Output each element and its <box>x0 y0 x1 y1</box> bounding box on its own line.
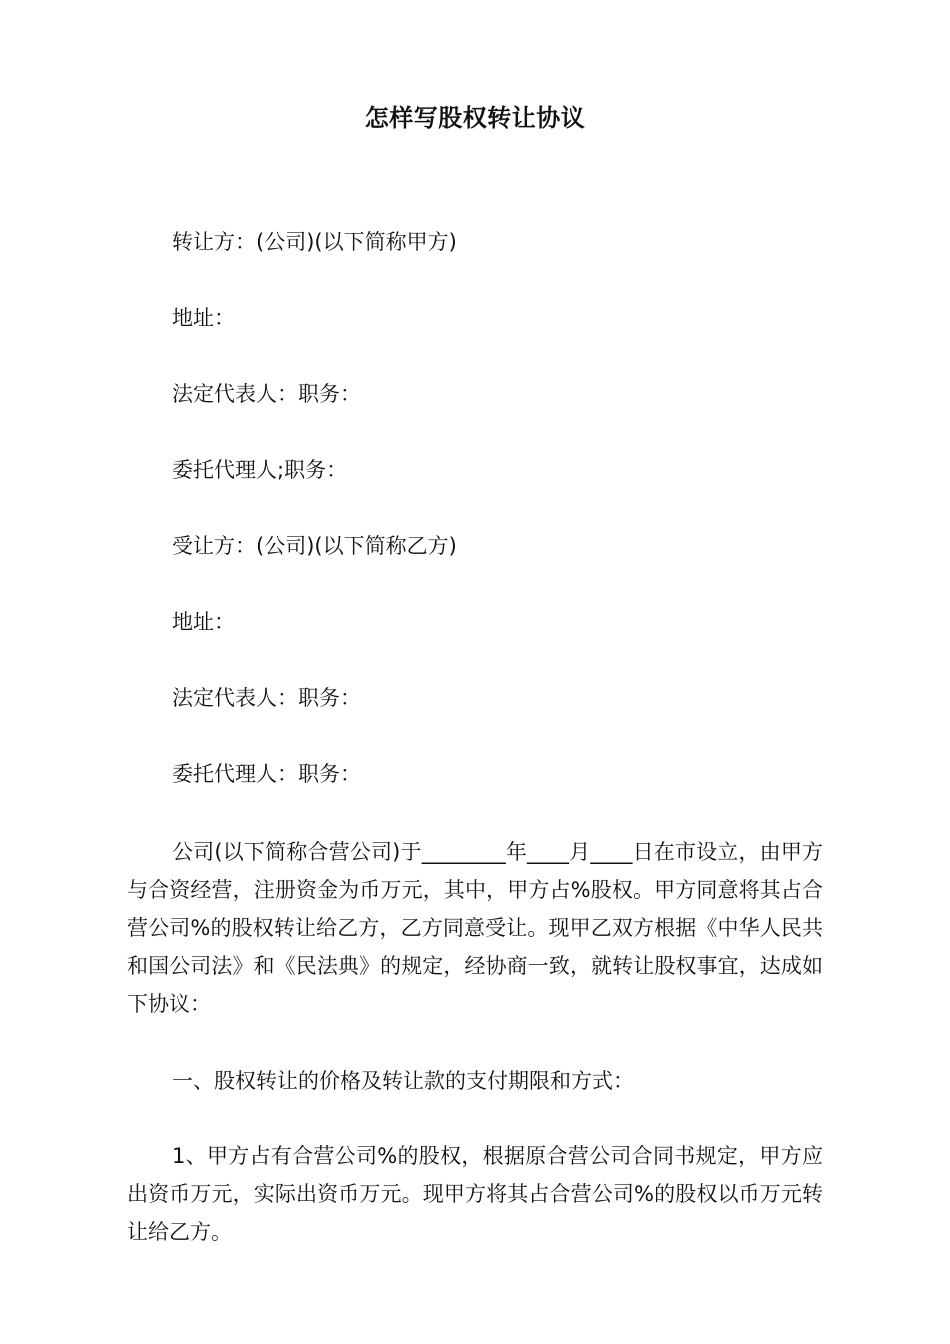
transferee-legal-rep-line: 法定代表人：职务： <box>172 686 361 710</box>
intro-paragraph: 公司(以下简称合营公司)于________年____月____日在市设立，由甲方与合资经营，注册资金为币万元，其中，甲方占%股权。甲方同意将其占合营公司%的股权转让给乙方，乙方同意受让。现甲乙双方根据《中华人民共和国公司法》和《民法典》的规定，经协商一致，就转让股权事宜，达成如下协议： <box>127 840 823 1016</box>
transferor-address-line: 地址： <box>172 306 235 330</box>
section-1-heading: 一、股权转让的价格及转让款的支付期限和方式： <box>172 1069 634 1093</box>
transferor-legal-rep-line: 法定代表人：职务： <box>172 382 361 406</box>
transferee-agent-line: 委托代理人：职务： <box>172 762 361 786</box>
clause-1-paragraph: 1、甲方占有合营公司%的股权，根据原合营公司合同书规定，甲方应出资币万元，实际出资币万元。现甲方将其占合营公司%的股权以币万元转让给乙方。 <box>127 1144 823 1244</box>
transferee-address-line: 地址： <box>172 610 235 634</box>
transferor-line: 转让方：(公司)(以下简称甲方) <box>172 230 457 254</box>
transferee-line: 受让方：(公司)(以下简称乙方) <box>172 534 457 558</box>
transferor-agent-line: 委托代理人;职务： <box>172 458 348 482</box>
document-title: 怎样写股权转让协议 <box>364 104 586 132</box>
